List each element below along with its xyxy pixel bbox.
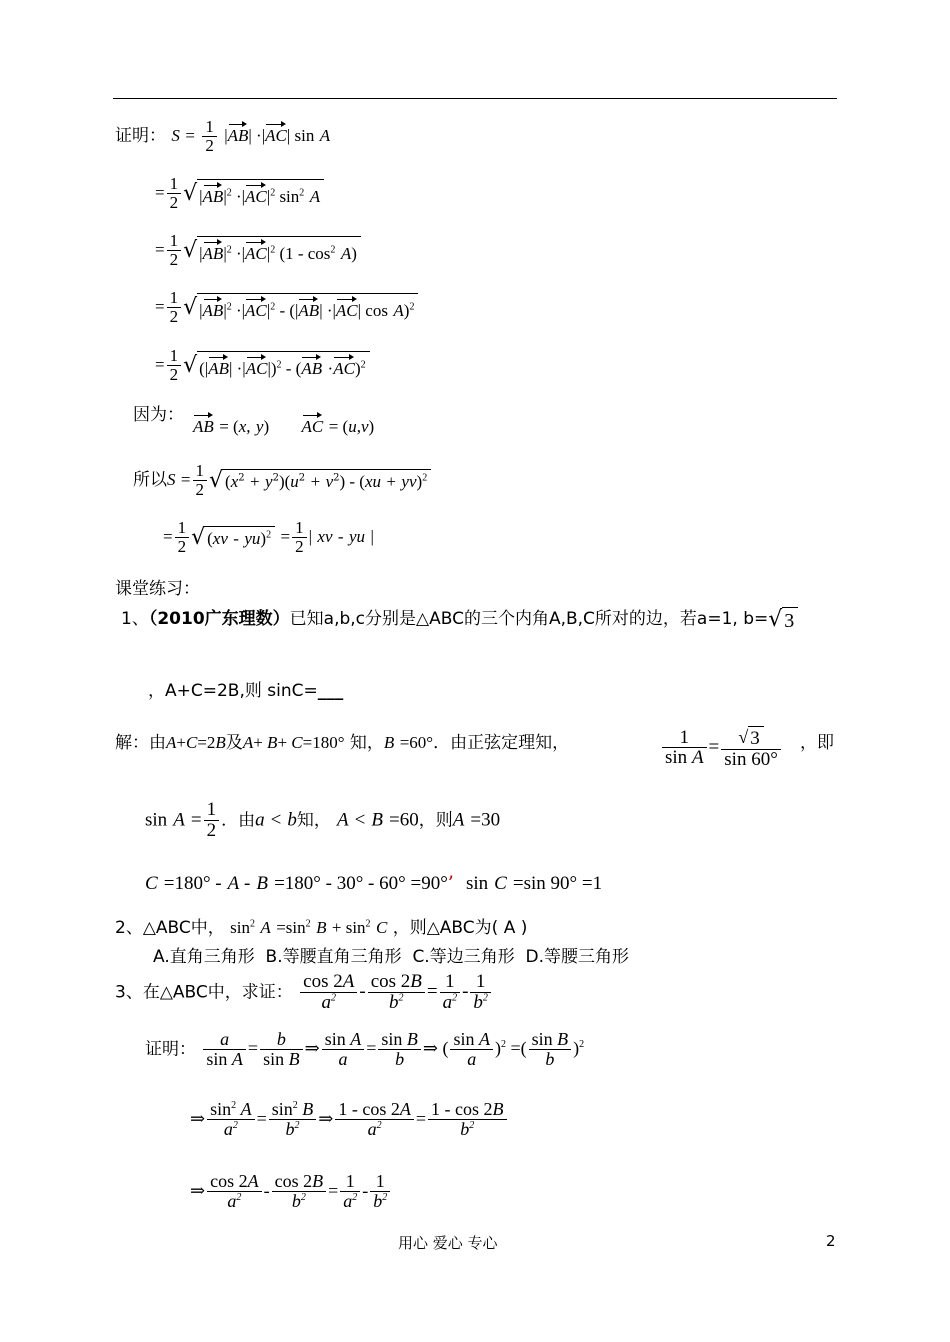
q1-text: 已知a,b,c分别是△ABC的三个内角A,B,C所对的边，若a=1, b= xyxy=(289,609,769,629)
area-proof-line-1: 证明： S = $\frac{1}{2}$ |AB| ·|AC| sin A xyxy=(115,117,331,155)
vector-coords: AB = (x, y) AC = (u,v) xyxy=(193,412,374,437)
so-line: 所以S = $\frac{1}{2}$ √ $(x^2 + y^2)(u^2 + v^2) - (xu + yv)^2$ xyxy=(133,462,431,499)
solution-line-3: C =180° - A - B =180° - 30° - 60° =90°’ sin C =sin 90° =1 xyxy=(145,872,603,894)
footer-motto: 用心 爱心 专心 xyxy=(398,1234,498,1252)
area-proof-line-4: = $\frac{1}{2}$ √ $|AB|^2 \cdot|AC|^2 - (|AB| \cdot|AC|$ cos A)$^2$ xyxy=(155,289,418,326)
q2-answer: A xyxy=(503,918,516,938)
question-2-options xyxy=(153,942,629,967)
q1-source: （2010广东理数） xyxy=(148,609,290,629)
question-1: 1、（2010广东理数）已知a,b,c分别是△ABC的三个内角A,B,C所对的边，若a=1, b=√ 3 xyxy=(121,604,798,633)
question-2: 2、△ABC中， $\sin^2 A =\sin^2$ $B + \sin^2 C$ ，则△ABC为( A ) xyxy=(115,918,528,938)
practice-title: 课堂练习： xyxy=(115,579,200,599)
header-rule xyxy=(113,98,837,99)
area-proof-line-2: = $\frac{1}{2}$ √ $|AB|^2 \cdot|AC|^2$ $\sin^2 A$ xyxy=(155,175,324,212)
option-b: B.等腰直角三角形 xyxy=(265,947,402,967)
question-3-proof-3: ⇒ $\frac{\cos 2A}{a^2}$ - $\frac{\cos 2B}{b^2}$ = $\frac{1}{a^2}$ - $\frac{1}{b^2}$ xyxy=(190,1172,392,1211)
option-c: C.等边三角形 xyxy=(412,947,515,967)
q3-proof-label: 证明： xyxy=(145,1039,196,1060)
area-proof-line-3: = $\frac{1}{2}$ √ $|AB|^2 \cdot|AC|^2$ $(1 - \cos^2 A)$ xyxy=(155,232,361,269)
option-a: A.直角三角形 xyxy=(153,947,255,967)
question-3: 3、在△ABC中，求证： $\frac{\cos 2A}{a^2}$ - $\frac{\cos 2B}{b^2}$ = $\frac{1}{a^2}$ - $\frac{1}{b^2}$ xyxy=(115,972,493,1013)
so-result-line: = $\frac{1}{2}$ √ (xv - yu)$^2$ = $\frac{1}{2}$ | xv - yu | xyxy=(163,518,374,556)
sine-law-ratio: $\frac{1}{\text{sin A}}$ = $\frac{√ 3}{\sin 60^\circ}$ xyxy=(660,726,783,770)
because-line xyxy=(133,400,184,425)
solution-line-2: sin A = $\frac{1}{2}$ ．由a < b知， A < B =60，则A =30 xyxy=(145,799,501,841)
question-3-proof-2: ⇒ $\frac{\sin^2 A}{a^2}$ = $\frac{\sin^2 B}{b^2}$ ⇒ $\frac{1 - \cos 2A}{a^2}$ = $\frac{1 - \cos 2B}{b^2}$ xyxy=(190,1100,509,1139)
option-d: D.等腰三角形 xyxy=(525,947,630,967)
question-1-line-2: ，A+C=2B,则 sinC=___ xyxy=(148,681,344,701)
so-label: 所以 xyxy=(133,469,167,490)
solution-label: 解： xyxy=(115,733,149,753)
question-3-proof-1: 证明： $\frac{a}{\text{sin A}}$ = $\frac{b}{\text{sin B}}$ ⇒ $\frac{\text{sin A}}{a}$ = $\frac{\text{sin B}}{b}$ ⇒ ( $\frac{\text{sin A}}{a}$ )$^2$ =( $\frac{\text{sin B}}{b}$ )$^2$ xyxy=(145,1029,585,1069)
area-proof-line-5: = $\frac{1}{2}$ √ $(|AB| \cdot|AC|)^2 - (AB \cdot AC)^2$ xyxy=(155,347,370,384)
because-label: 因为： xyxy=(133,405,184,425)
page-number: 2 xyxy=(826,1232,836,1250)
proof-label: 证明： xyxy=(115,125,166,146)
solution-line-1: 解：由A+C=2B及A+ B+ C=180° 知，B =60°．由正弦定理知， xyxy=(115,733,570,753)
answer-blank: ___ xyxy=(317,681,344,701)
solution-ji: ，即 xyxy=(800,733,834,753)
